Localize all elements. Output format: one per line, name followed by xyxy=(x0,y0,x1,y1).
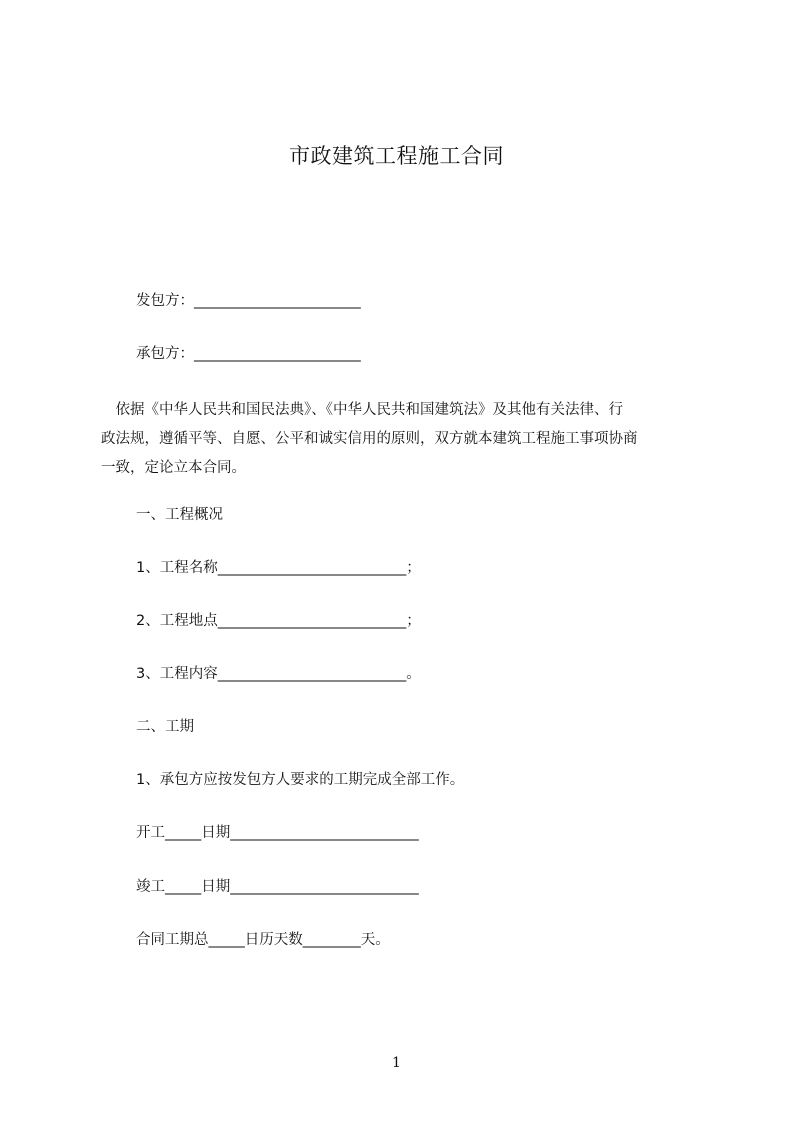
intro-line: 一致，定论立本合同。 xyxy=(101,460,246,476)
contract-title: 市政建筑工程施工合同 xyxy=(289,144,504,168)
project-name-line: 1、工程名称__________________________； xyxy=(136,560,421,576)
party-a-line: 发包方：_______________________ xyxy=(136,293,361,309)
intro-paragraph xyxy=(101,396,701,483)
intro-line: 依据《中华人民共和国民法典》、《中华人民共和国建筑法》及其他有关法律、行 xyxy=(101,402,623,418)
page-number: 1 xyxy=(392,1055,401,1071)
section-1-heading: 一、工程概况 xyxy=(136,507,223,523)
contract-duration-line: 合同工期总_____日历天数________天。 xyxy=(136,932,390,948)
intro-line: 政法规，遵循平等、自愿、公平和诚实信用的原则，双方就本建筑工程施工事项协商 xyxy=(101,431,638,447)
schedule-clause-line: 1、承包方应按发包方人要求的工期完成全部工作。 xyxy=(136,772,465,788)
completion-date-line: 竣工_____日期__________________________ xyxy=(136,879,419,895)
start-date-line: 开工_____日期__________________________ xyxy=(136,825,419,841)
section-2-heading: 二、工期 xyxy=(136,719,194,735)
project-content-line: 3、工程内容__________________________。 xyxy=(136,666,421,682)
project-location-line: 2、工程地点__________________________； xyxy=(136,613,421,629)
party-b-line: 承包方：_______________________ xyxy=(136,346,361,362)
